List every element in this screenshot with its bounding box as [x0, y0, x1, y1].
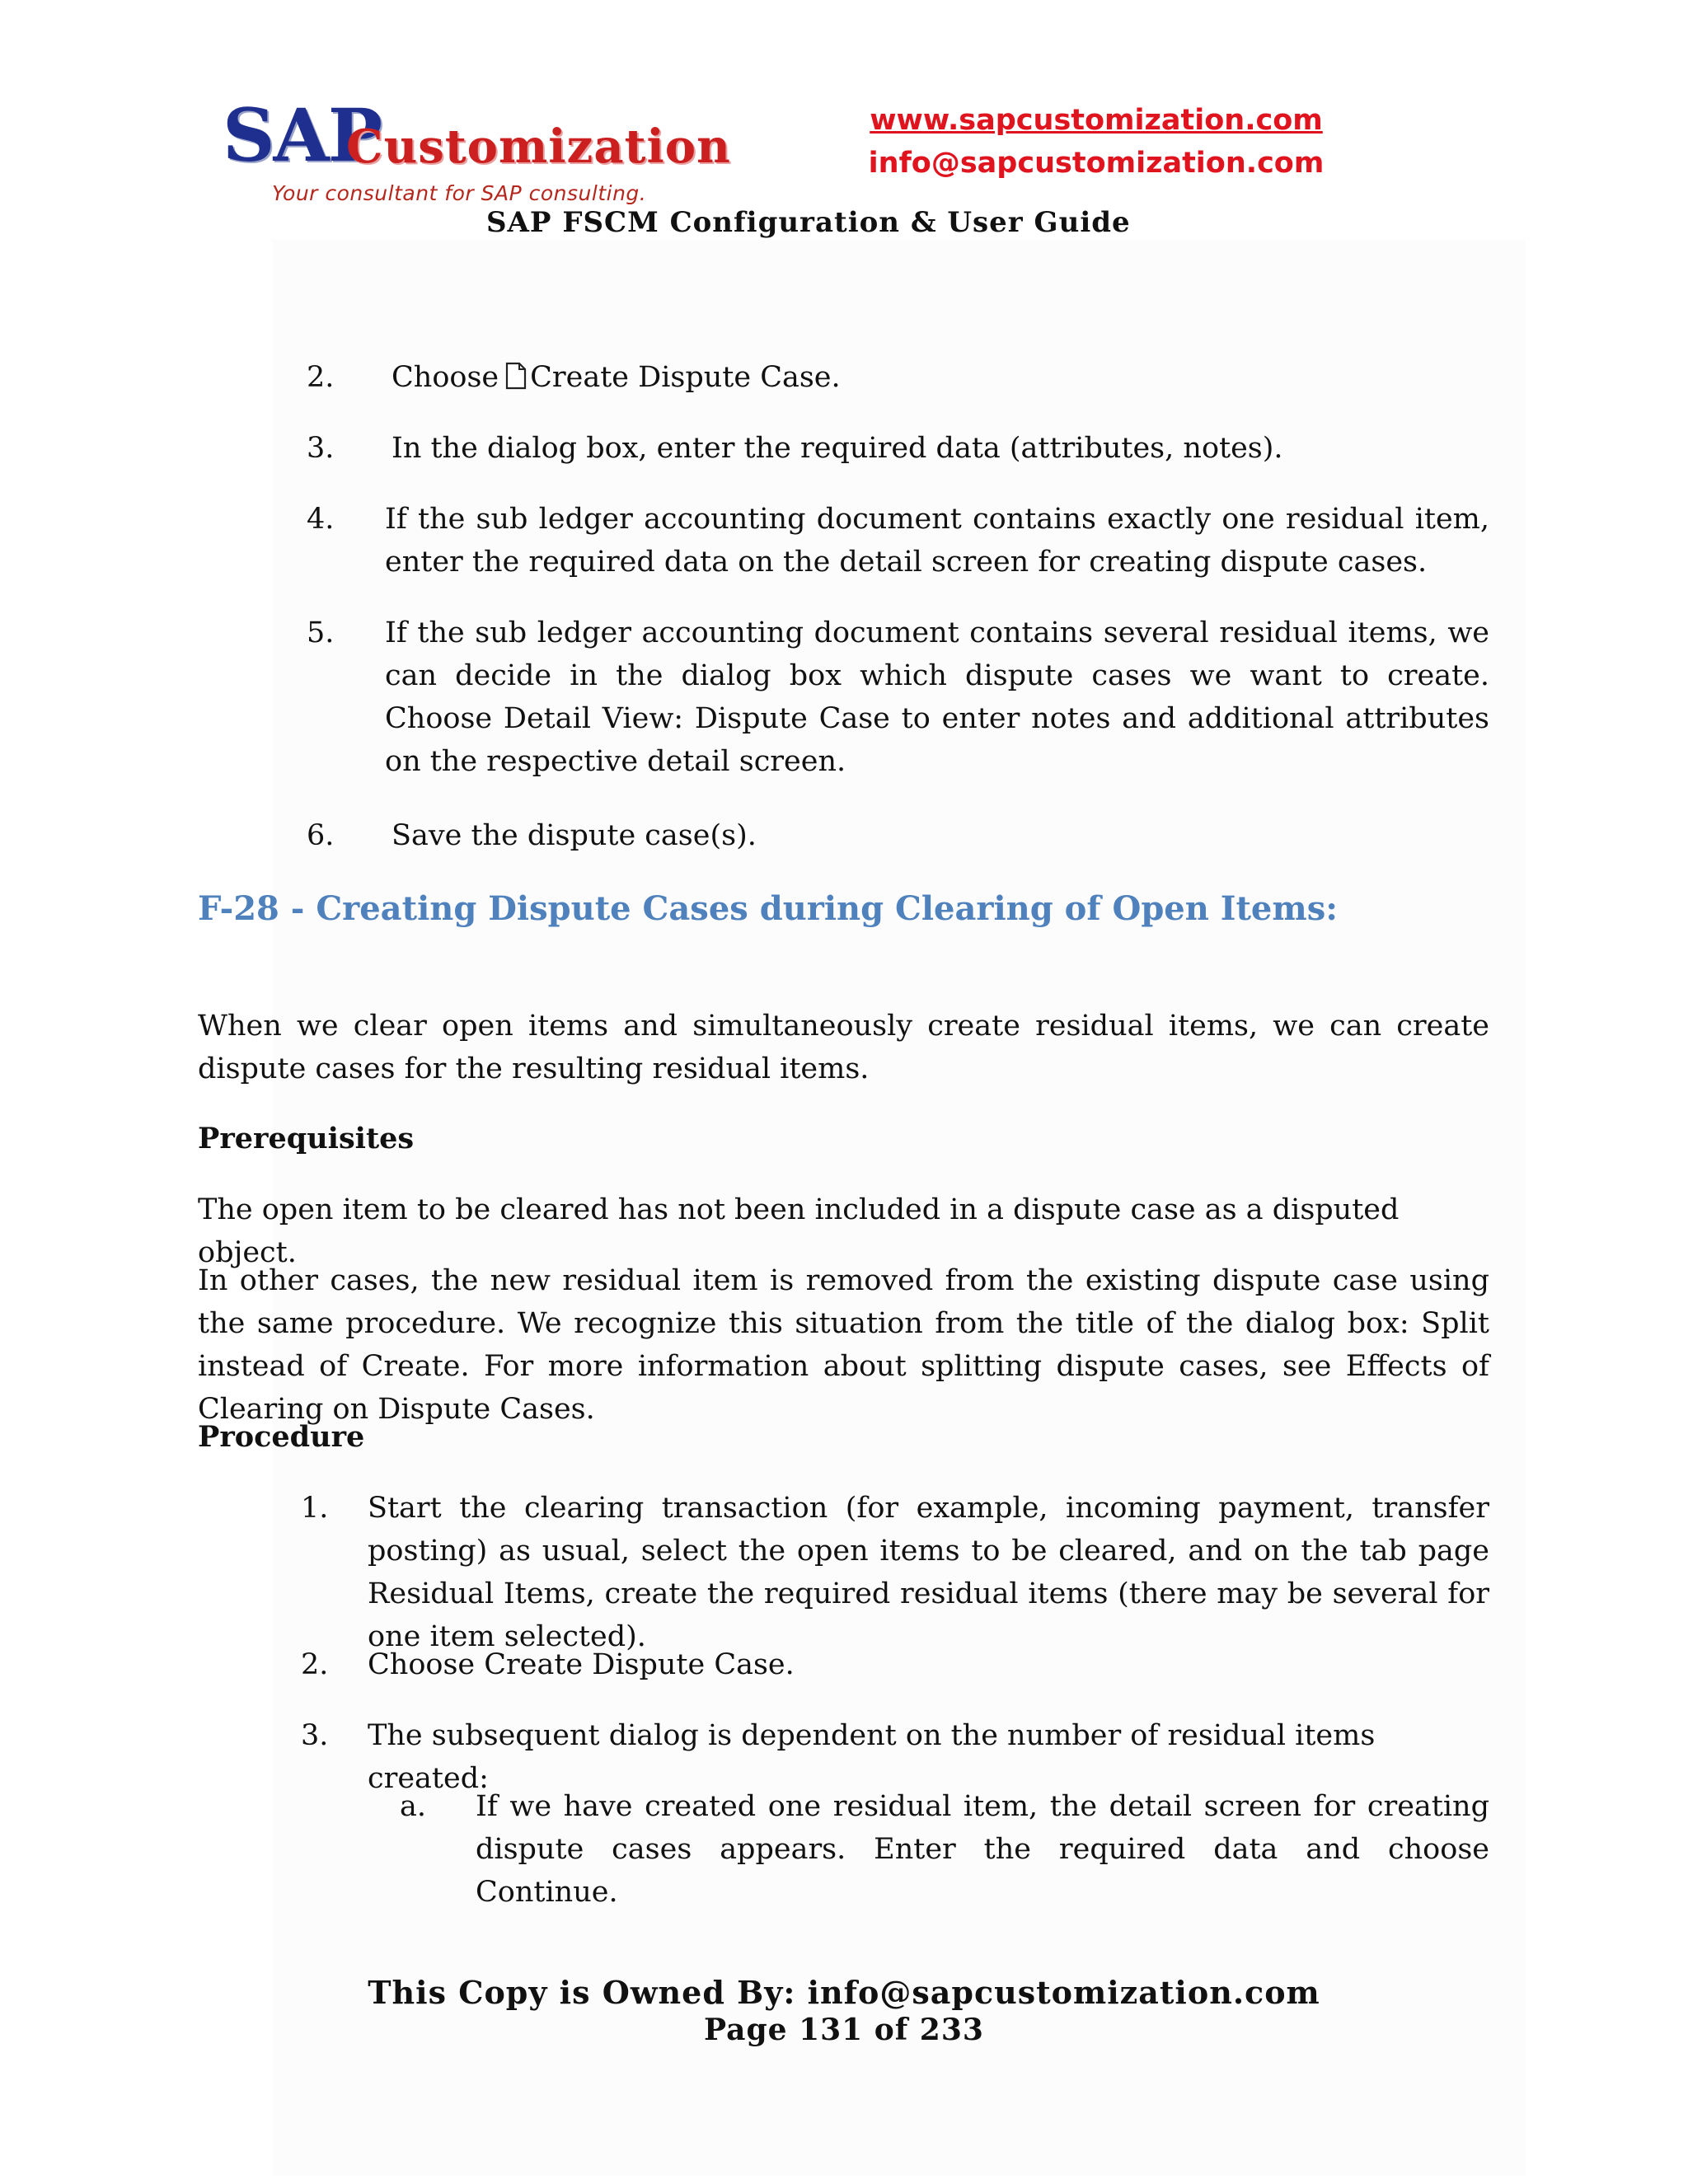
step-text: If the sub ledger accounting document contains exactly one residual item, enter the required data on the detail screen for creating dispute cases. — [385, 503, 1489, 579]
step-main-text: Create Dispute Case. — [530, 361, 841, 394]
step-number: 6. — [307, 819, 335, 852]
footer-page-number: Page 131 of 233 — [704, 2013, 984, 2047]
procedure-step-text: Start the clearing transaction (for example, incoming payment, transfer posting) as usual, select the open items to be cleared, and on the tab page Residual Items, create the required residual items (there may be several for one item selected). — [368, 1492, 1489, 1653]
step-text: If the sub ledger accounting document contains several residual items, we can decide in the dialog box which dispute cases we want to create. Choose Detail View: Dispute Case to enter notes and additional attributes on the respective detail screen. — [385, 616, 1489, 778]
sub-step-text: If we have created one residual item, the detail screen for creating dispute cases appears. Enter the required data and choose Continue. — [476, 1790, 1489, 1909]
prerequisites-label: Prerequisites — [198, 1122, 415, 1155]
step-text — [392, 356, 1488, 399]
website-link[interactable]: www.sapcustomization.com — [870, 104, 1323, 137]
step-text: In the dialog box, enter the required data (attributes, notes). — [392, 432, 1283, 465]
procedure-step-text: Choose Create Dispute Case. — [368, 1648, 795, 1681]
logo-sap-text: SAP — [223, 92, 381, 178]
intro-paragraph: When we clear open items and simultaneously create residual items, we can create dispute cases for the resulting residual items. — [198, 1010, 1489, 1085]
section-heading: F-28 - Creating Dispute Cases during Clearing of Open Items: — [198, 889, 1338, 928]
logo-tagline: Your consultant for SAP consulting. — [272, 181, 647, 205]
step-pre-text: Choose — [392, 361, 499, 394]
logo-customization-text: Customization — [346, 120, 731, 174]
company-logo — [223, 92, 731, 214]
footer-owner: This Copy is Owned By: info@sapcustomization.com — [368, 1974, 1320, 2011]
prerequisite-paragraph: In other cases, the new residual item is removed from the existing dispute case using the same procedure. We recognize this situation from the title of the dialog box: Split instead of Create. For more information about splitting dispute cases, see Effects of Clearing on Dispute Cases. — [198, 1264, 1489, 1426]
step-number: 4. — [307, 503, 335, 536]
step-number: 3. — [307, 432, 335, 465]
procedure-step-text: The subsequent dialog is dependent on the number of residual items created: — [368, 1719, 1376, 1795]
procedure-label: Procedure — [198, 1420, 365, 1454]
document-title: SAP FSCM Configuration & User Guide — [486, 206, 1131, 239]
procedure-step-number: 2. — [301, 1648, 329, 1681]
step-text: Save the dispute case(s). — [392, 819, 757, 852]
procedure-step-number: 1. — [301, 1492, 329, 1525]
sub-step-letter: a. — [400, 1790, 426, 1823]
prerequisite-paragraph: The open item to be cleared has not been included in a dispute case as a disputed object. — [198, 1193, 1400, 1269]
email-address: info@sapcustomization.com — [868, 147, 1325, 180]
procedure-step-number: 3. — [301, 1719, 329, 1752]
document-icon — [505, 362, 527, 390]
step-number: 5. — [307, 616, 335, 649]
step-number: 2. — [307, 361, 335, 394]
